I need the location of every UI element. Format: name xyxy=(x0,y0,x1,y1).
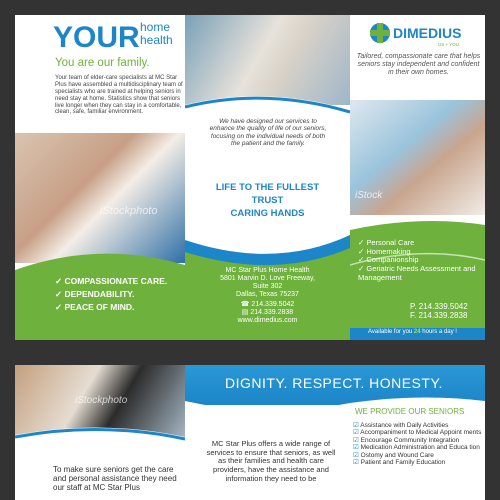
logo-cross-bar xyxy=(370,30,390,36)
company-name: MC Star Plus Home Health xyxy=(225,267,310,274)
right-phone: P. 214.339.5042 xyxy=(410,302,468,311)
slogan-2: TRUST xyxy=(251,195,284,206)
slogan-1: LIFE TO THE FULLEST xyxy=(215,182,320,193)
service-item: ☑ Encourage Community Integration xyxy=(353,436,460,444)
benefit-item: ✓ PEACE OF MIND. xyxy=(55,301,135,312)
phone-line: ☎ 214.339.5042 xyxy=(240,301,295,309)
check-icon: ☑ xyxy=(353,422,359,429)
front-sheet xyxy=(15,15,485,340)
services-intro: We have designed our services to enhance the quality of life of our seniors, focusing on the individual needs of both the patient and the family. xyxy=(209,118,327,148)
contact-block xyxy=(185,267,350,325)
back-left-wave xyxy=(15,423,185,453)
headline-your: YOUR xyxy=(53,21,140,54)
photo-watermark: iStockphoto xyxy=(100,205,158,217)
intro-paragraph: Your team of elder-care specialists at MC Star Plus have assembled a multidisciplinary team of specialists who are trained at helping seniors in need stay at home. Statistics show that seniors live longer when they can stay in a comfortable, clean, safe, familiar environment. xyxy=(55,75,183,116)
service-item: ✓ Personal Care xyxy=(358,238,415,247)
services-list xyxy=(358,239,483,282)
back-sheet xyxy=(15,365,485,500)
availability-text: Available for you 24 hours a day ! xyxy=(368,329,457,335)
logo-subtext: US + YOU xyxy=(438,42,460,47)
website-link[interactable]: www.dimedius.com xyxy=(237,317,298,325)
company-description: Tailored, compassionate care that helps seniors stay independent and confident in their own homes. xyxy=(356,53,481,77)
tagline: You are our family. xyxy=(55,57,150,69)
address-line-3: Dallas, Texas 75237 xyxy=(236,291,299,299)
benefit-item: ✓ COMPASSIONATE CARE. xyxy=(55,276,168,286)
back-services-list xyxy=(353,422,483,467)
back-middle-paragraph: MC Star Plus offers a wide range of services to ensure that seniors, as well as their families and health care providers, have the assistance and information they need to be xyxy=(206,439,336,483)
service-item: ✓ Homemaking xyxy=(358,246,411,256)
fax-line: ▤ 214.339.2838 xyxy=(241,309,294,317)
headline-home: home xyxy=(140,20,171,34)
service-item: ☑ Medication Administration and Educa tion xyxy=(353,444,480,452)
check-icon: ☑ xyxy=(353,444,359,452)
therapy-photo-watermark: iStockphoto xyxy=(75,395,128,406)
front-left-panel xyxy=(15,15,185,340)
address-line-2: Suite 302 xyxy=(252,283,283,291)
front-right-panel xyxy=(350,15,485,340)
service-item: ☑ Ostomy and Wound Care xyxy=(353,451,434,459)
service-item: ✓ Companionship xyxy=(358,255,419,265)
caregiver-photo xyxy=(15,133,185,263)
slogan-3: CARING HANDS xyxy=(230,208,305,219)
front-middle-panel xyxy=(185,15,350,340)
nurse-photo-watermark: iStock xyxy=(355,190,383,201)
fax-icon: ▤ xyxy=(241,309,249,317)
service-item: ✓ Geriatric Needs Assessment and Management xyxy=(358,263,476,282)
back-middle-wave xyxy=(185,393,350,423)
check-icon: ☑ xyxy=(353,459,359,467)
back-left-paragraph: To make sure seniors get the care and personal assistance they need our staff at MC Star Plus xyxy=(53,465,177,493)
back-left-panel xyxy=(15,365,185,500)
benefits-list xyxy=(55,277,167,312)
benefit-item: ✓ DEPENDABILITY. xyxy=(55,288,135,299)
right-fax: F. 214.339.2838 xyxy=(410,311,468,321)
back-right-heading: WE PROVIDE OUR SENIORS xyxy=(355,407,465,416)
right-contact xyxy=(410,302,468,320)
back-headline: DIGNITY. RESPECT. HONESTY. xyxy=(225,375,443,391)
headline-health: health xyxy=(140,33,173,47)
check-icon: ☑ xyxy=(353,451,359,459)
service-item: ☑ Patient and Family Education xyxy=(353,459,446,467)
address-line-1: 5801 Marvin D. Love Freeway, xyxy=(220,275,315,283)
logo xyxy=(370,20,475,52)
check-icon: ☑ xyxy=(353,436,359,444)
service-item: ☑ Assistance with Daily Activities xyxy=(353,422,449,429)
check-icon: ☑ xyxy=(353,429,359,437)
logo-text: DIMEDIUS xyxy=(393,25,462,41)
service-item: ☑ Accompaniment to Medical Appoint ments xyxy=(353,429,482,437)
phone-icon: ☎ xyxy=(240,301,250,309)
